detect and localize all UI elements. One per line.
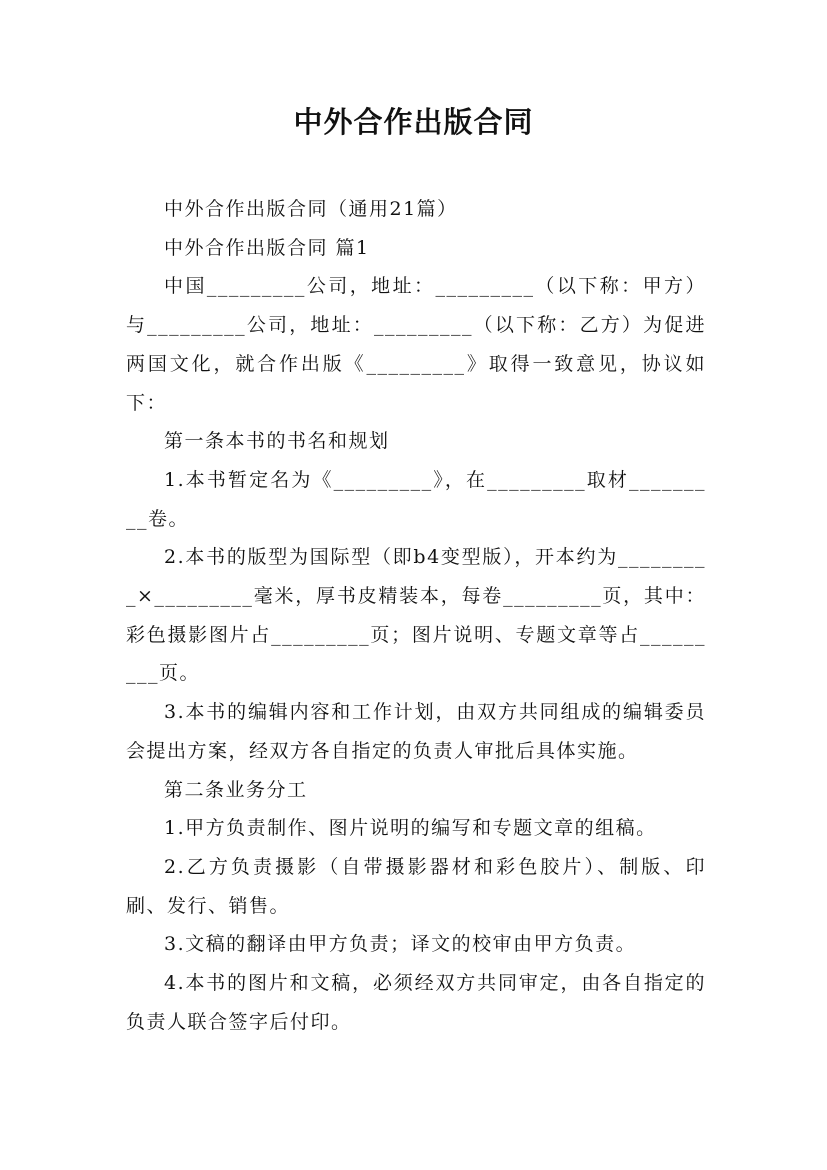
document-body xyxy=(126,190,706,1041)
paragraph-article-2-item-4: 4.本书的图片和文稿，必须经双方共同审定，由各自指定的负责人联合签字后付印。 xyxy=(126,972,706,1033)
paragraph-article-1-item-3: 3.本书的编辑内容和工作计划，由双方共同组成的编辑委员会提出方案，经双方各自指定的负责人审批后具体实施。 xyxy=(126,701,706,762)
document-title: 中外合作出版合同 xyxy=(293,105,534,139)
paragraph-parties: 中国_________公司，地址：_________（以下称：甲方）与_________公司，地址：_________（以下称：乙方）为促进两国文化，就合作出版《_________》取得一致意见，协议如下： xyxy=(126,275,706,414)
paragraph-section-heading: 中外合作出版合同 篇1 xyxy=(164,236,370,259)
paragraph-article-2-heading: 第二条业务分工 xyxy=(164,778,308,801)
paragraph-article-2-item-3: 3.文稿的翻译由甲方负责；译文的校审由甲方负责。 xyxy=(164,933,637,956)
paragraph-article-1-heading: 第一条本书的书名和规划 xyxy=(164,430,390,453)
paragraph-article-1-item-1: 1.本书暂定名为《_________》，在_________取材_________卷。 xyxy=(126,468,706,530)
paragraph-article-2-item-2: 2.乙方负责摄影（自带摄影器材和彩色胶片）、制版、印刷、发行、销售。 xyxy=(126,855,706,917)
paragraph-article-1-item-2: 2.本书的版型为国际型（即b4变型版），开本约为_________×_________毫米，厚书皮精装本，每卷_________页，其中：彩色摄影图片占_________页；图片说明、专题文章等占_________页。 xyxy=(126,546,706,685)
paragraph-article-2-item-1: 1.甲方负责制作、图片说明的编写和专题文章的组稿。 xyxy=(164,817,657,840)
paragraph-collection-title: 中外合作出版合同（通用21篇） xyxy=(164,198,458,220)
